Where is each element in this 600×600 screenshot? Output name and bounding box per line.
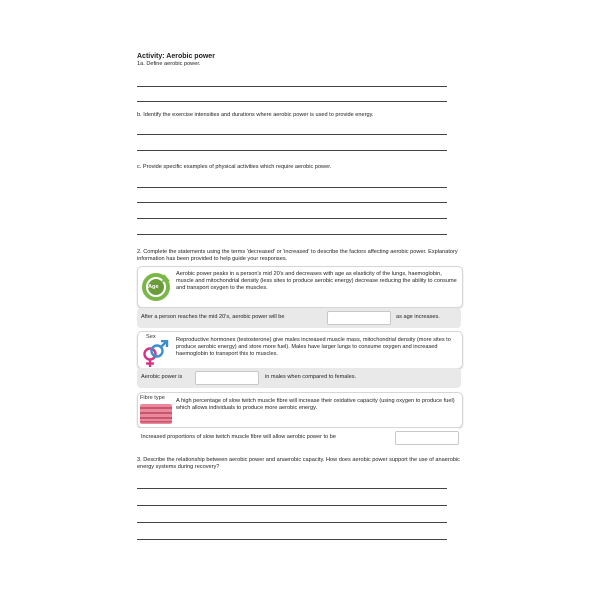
answer-line[interactable]: [137, 488, 447, 489]
answer-line[interactable]: [137, 539, 447, 540]
answer-line[interactable]: [137, 187, 447, 188]
fibre-info-text: A high percentage of slow twitch muscle fibre will increase their oxidative capacity (using oxygen to produce fuel) which allows individuals to produce more aerobic energy.: [176, 398, 455, 411]
fibre-statement: [137, 428, 461, 448]
fibre-answer-input[interactable]: [395, 431, 459, 445]
fibre-info-card: [137, 392, 463, 428]
answer-line[interactable]: [137, 218, 447, 219]
sex-statement-before: Aerobic power is: [141, 374, 183, 380]
sex-label: Sex: [146, 334, 156, 340]
sex-answer-input[interactable]: [195, 371, 259, 385]
fibre-statement-before: Increased proportions of slow twitch muscle fibre will allow aerobic power to be: [141, 434, 336, 440]
age-statement-before: After a person reaches the mid 20's, aerobic power will be: [141, 314, 285, 320]
age-statement: [137, 308, 461, 328]
age-statement-after: as age increases.: [396, 314, 440, 320]
question-2-intro: 2. Complete the statements using the terms 'decreased' or 'increased' to describe the factors affecting aerobic power. Explanatory information has been provided to help guide your responses.: [137, 249, 458, 262]
age-label: Age: [148, 284, 159, 290]
answer-line[interactable]: [137, 101, 447, 102]
age-info-card: [137, 266, 463, 308]
sex-statement: [137, 368, 461, 388]
answer-line[interactable]: [137, 134, 447, 135]
sex-info-card: [137, 331, 463, 369]
fibre-label: Fibre type: [140, 395, 165, 401]
answer-line[interactable]: [137, 234, 447, 235]
answer-line[interactable]: [137, 202, 447, 203]
sex-statement-after: in males when compared to females.: [265, 374, 357, 380]
answer-line[interactable]: [137, 522, 447, 523]
answer-line[interactable]: [137, 150, 447, 151]
activity-title: Activity: Aerobic power: [137, 53, 215, 60]
question-3: 3. Describe the relationship between aerobic power and anaerobic capacity. How does aerobic power support the use of anaerobic energy systems during recovery?: [137, 457, 460, 470]
age-answer-input[interactable]: [327, 311, 391, 325]
gender-symbols-icon: [140, 340, 170, 368]
answer-line[interactable]: [137, 505, 447, 506]
question-1a: 1a. Define aerobic power.: [137, 61, 201, 67]
sex-info-text: Reproductive hormones (testosterone) give males increased muscle mass, mitochondrial density (more sites to produce aerobic energy) and store more fuel). Males have larger lungs to consume oxygen and increased haemoglobin to transport this to muscles.: [176, 337, 451, 357]
muscle-fibre-icon: [140, 404, 172, 424]
question-1b: b. Identify the exercise intensities and durations where aerobic power is used to provide energy.: [137, 112, 374, 118]
answer-line[interactable]: [137, 86, 447, 87]
age-info-text: Aerobic power peaks in a person's mid 20's and decreases with age as elasticity of the lungs, haemoglobin, muscle and mitochondrial density (less sites to produce aerobic energy) decrease reducing the ability to consume and transport oxygen to the muscles.: [176, 271, 457, 291]
question-1c: c. Provide specific examples of physical activities which require aerobic power.: [137, 164, 332, 170]
